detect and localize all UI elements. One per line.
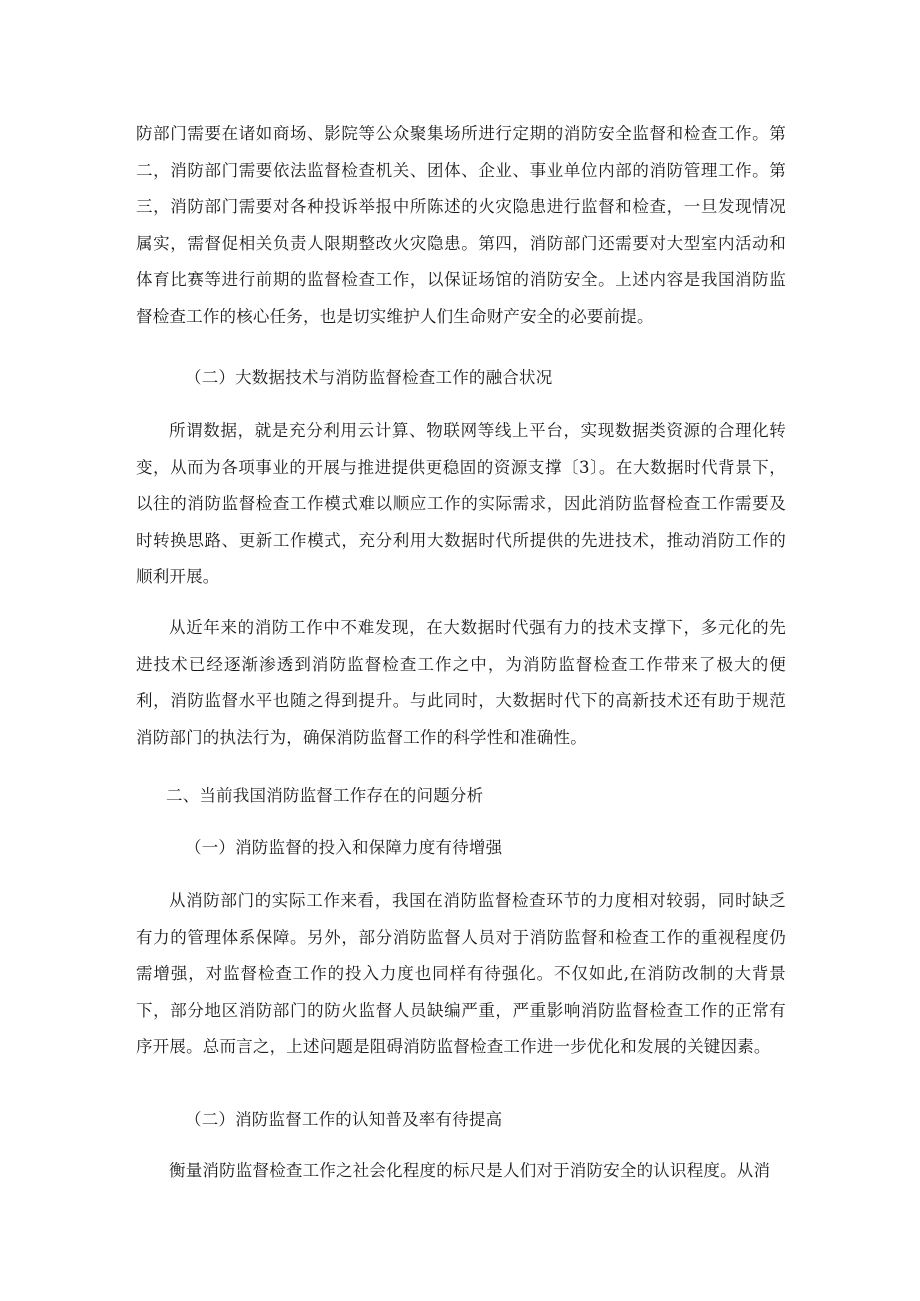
subheading-big-data-integration: （二）大数据技术与消防监督检查工作的融合状况 [185, 368, 553, 387]
subheading-investment: （一）消防监督的投入和保障力度有待增强 [185, 838, 503, 857]
paragraph-continued: 防部门需要在诸如商场、影院等公众聚集场所进行定期的消防安全监督和检查工作。第二，消防部门需要依法监督检查机关、团体、企业、事业单位内部的消防管理工作。第三，消防部门需要对各种投诉举报中所陈述的火灾隐患进行监督和检查，一旦发现情况属实，需督促相关负责人限期整改火灾隐患。第四，消防部门还需要对大型室内活动和体育比赛等进行前期的监督检查工作，以保证场馆的消防安全。上述内容是我国消防监督检查工作的核心任务，也是切实维护人们生命财产安全的必要前提。 [136, 124, 786, 326]
paragraph-awareness: 衡量消防监督检查工作之社会化程度的标尺是人们对于消防安全的认识程度。从消 [169, 1161, 771, 1180]
paragraph-investment: 从消防部门的实际工作来看，我国在消防监督检查环节的力度相对较弱，同时缺乏有力的管理体系保障。另外，部分消防监督人员对于消防监督和检查工作的重视程度仍需增强，对监督检查工作的投入力度也同样有待强化。不仅如此,在消防改制的大背景下，部分地区消防部门的防火监督人员缺编严重，严重影响消防监督检查工作的正常有序开展。总而言之，上述问题是阻碍消防监督检查工作进一步优化和发展的关键因素。 [136, 891, 786, 1056]
subheading-awareness: （二）消防监督工作的认知普及率有待提高 [185, 1110, 503, 1129]
paragraph-big-data-definition: 所谓数据，就是充分利用云计算、物联网等线上平台，实现数据类资源的合理化转变，从而为各项事业的开展与推进提供更稳固的资源支撑〔3〕。在大数据时代背景下，以往的消防监督检查工作模式难以顺应工作的实际需求，因此消防监督检查工作需要及时转换思路、更新工作模式，充分利用大数据时代所提供的先进技术，推动消防工作的顺利开展。 [136, 421, 786, 586]
paragraph-recent-years: 从近年来的消防工作中不难发现，在大数据时代强有力的技术支撑下，多元化的先进技术已经逐渐渗透到消防监督检查工作之中，为消防监督检查工作带来了极大的便利，消防监督水平也随之得到提升。与此同时，大数据时代下的高新技术还有助于规范消防部门的执法行为，确保消防监督工作的科学性和准确性。 [136, 618, 786, 747]
section-heading-problems: 二、当前我国消防监督工作存在的问题分析 [166, 786, 484, 805]
